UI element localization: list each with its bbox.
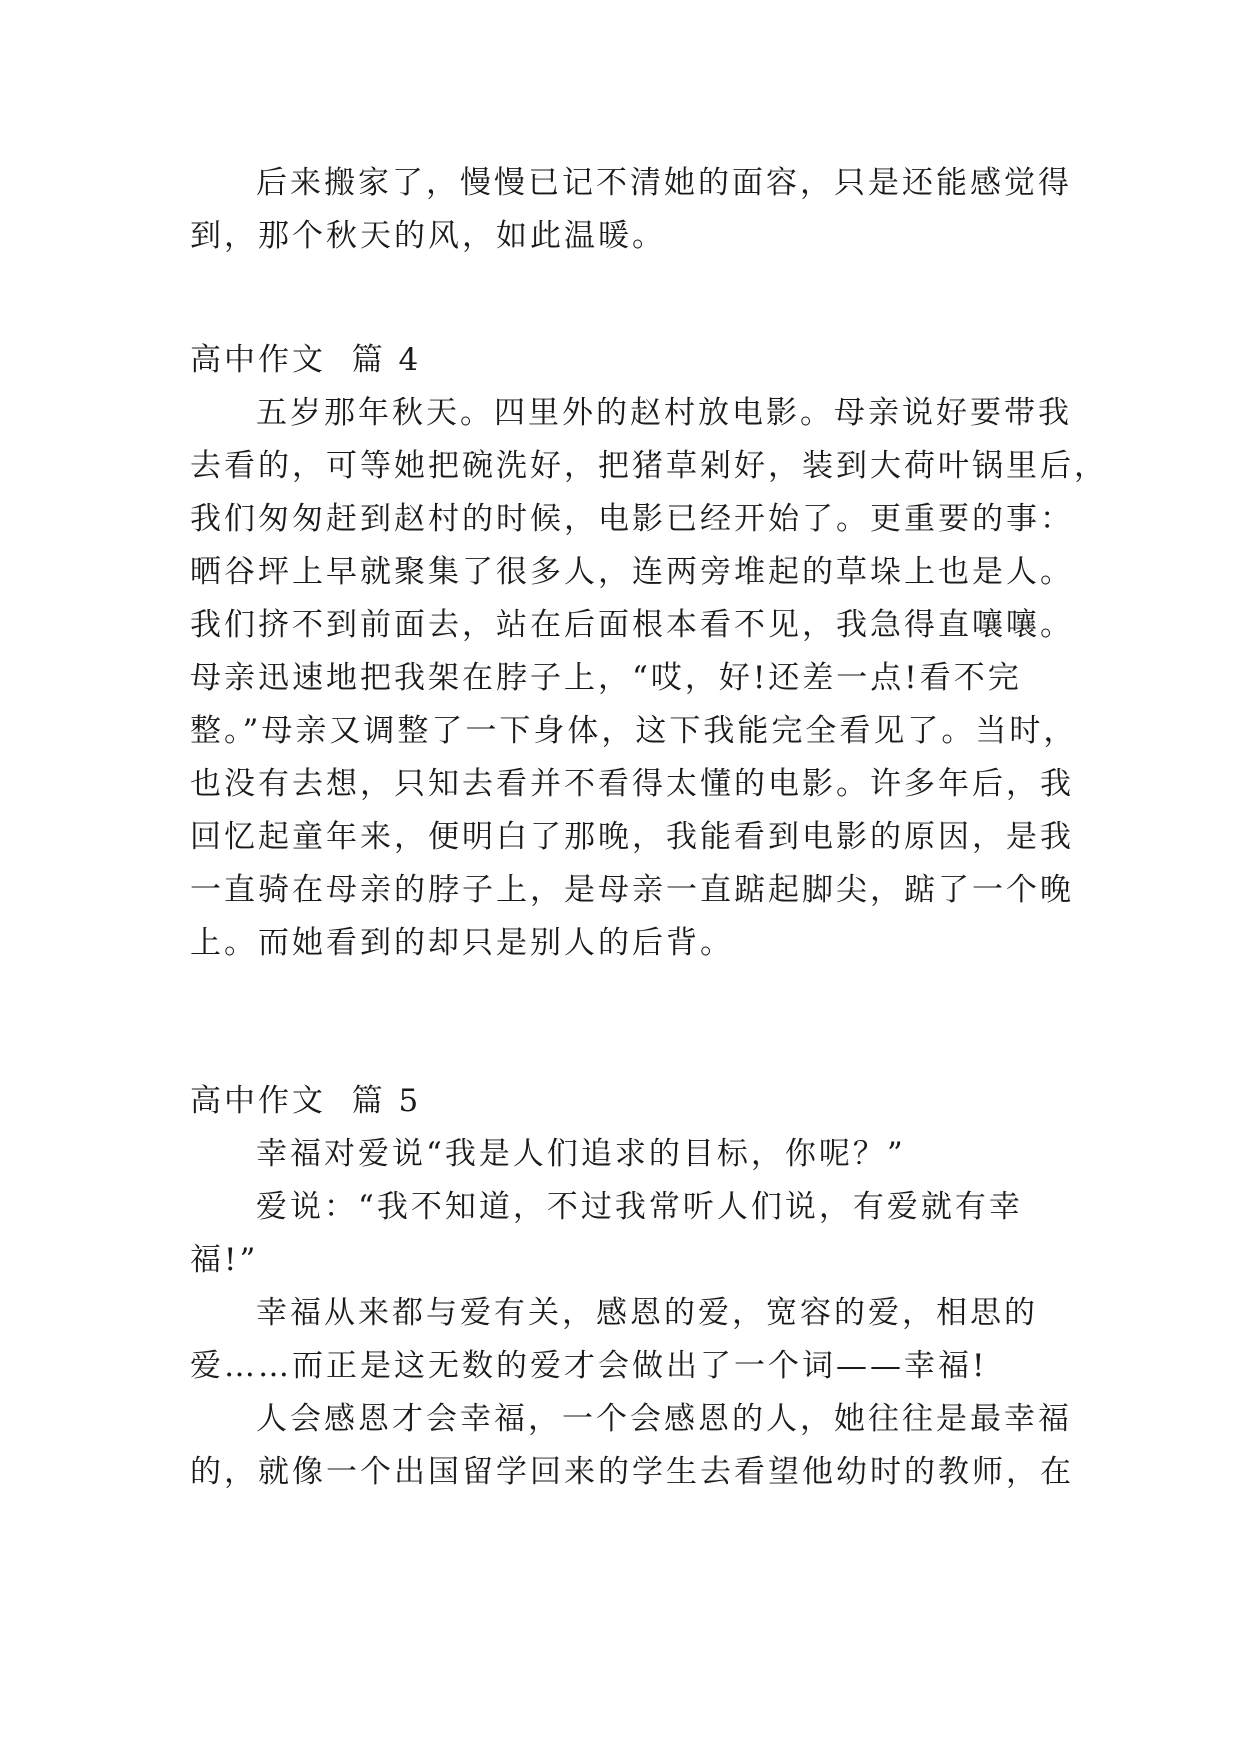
text-line: 五岁那年秋天。四里外的赵村放电影。母亲说好要带我 <box>256 395 1072 431</box>
text-line: 幸福从来都与爱有关，感恩的爱，宽容的爱，相思的 <box>256 1295 1038 1331</box>
paragraph <box>190 1393 1074 1499</box>
essay-4-section <box>190 334 1108 970</box>
text-line: 爱说：“我不知道，不过我常听人们说，有爱就有幸 <box>256 1189 1023 1225</box>
text-line: 爱……而正是这无数的爱才会做出了一个词——幸福! <box>190 1348 988 1384</box>
text-line: 整。”母亲又调整了一下身体，这下我能完全看见了。当时， <box>190 713 1078 749</box>
text-line: 我们匆匆赶到赵村的时候，电影已经开始了。更重要的事： <box>190 501 1074 537</box>
text-line: 一直骑在母亲的脖子上，是母亲一直踮起脚尖，踮了一个晚 <box>190 872 1074 908</box>
paragraph <box>190 1181 1070 1287</box>
paragraph <box>190 157 1070 263</box>
text-line: 母亲迅速地把我架在脖子上，“哎，好!还差一点!看不完 <box>190 660 1022 696</box>
text-line: 后来搬家了，慢慢已记不清她的面容，只是还能感觉得 <box>256 165 1072 201</box>
text-line: 上。而她看到的却只是别人的后背。 <box>190 925 734 961</box>
text-line: 的，就像一个出国留学回来的学生去看望他幼时的教师，在 <box>190 1454 1074 1490</box>
essay-5-section <box>190 1075 1074 1499</box>
paragraph <box>190 1128 1070 1181</box>
text-line: 回忆起童年来，便明白了那晚，我能看到电影的原因，是我 <box>190 819 1074 855</box>
paragraph <box>190 387 1108 970</box>
text-line: 幸福对爱说“我是人们追求的目标，你呢？” <box>256 1136 906 1172</box>
text-line: 晒谷坪上早就聚集了很多人，连两旁堆起的草垛上也是人。 <box>190 554 1074 590</box>
paragraph <box>190 1287 1070 1393</box>
text-line: 去看的，可等她把碗洗好，把猪草剁好，装到大荷叶锅里后， <box>190 448 1108 484</box>
text-line: 也没有去想，只知去看并不看得太懂的电影。许多年后，我 <box>190 766 1074 802</box>
section-heading: 高中作文 篇 4 <box>190 342 422 378</box>
text-line: 到，那个秋天的风，如此温暖。 <box>190 218 666 254</box>
text-line: 人会感恩才会幸福，一个会感恩的人，她往往是最幸福 <box>256 1401 1072 1437</box>
text-line: 我们挤不到前面去，站在后面根本看不见，我急得直嚷嚷。 <box>190 607 1074 643</box>
text-line: 福!” <box>190 1242 259 1278</box>
previous-essay-ending <box>190 157 1070 263</box>
section-heading: 高中作文 篇 5 <box>190 1083 422 1119</box>
